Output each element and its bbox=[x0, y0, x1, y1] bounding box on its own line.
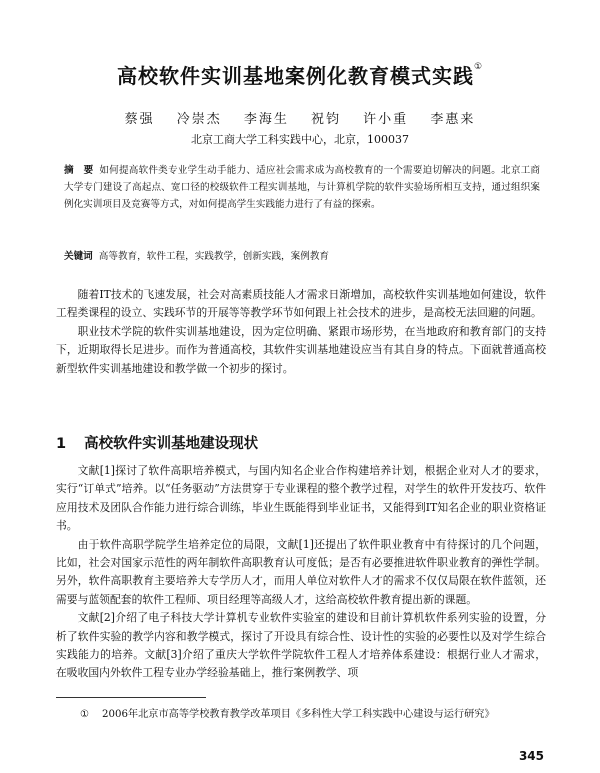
section-paragraph-1: 文献[1]探讨了软件高职培养模式，与国内知名企业合作构建培养计划，根据企业对人才的要求，实行“订单式”培养。以“任务驱动”方法贯穿于专业课程的整个教学过程，对学生的软件开发技巧、软件应用技术及团队合作能力进行综合训练，毕业生既能得到毕业证书，又能得到IT知名企业的职业资格证书。 bbox=[56, 464, 546, 533]
footnote-text: 2006年北京市高等学校教育教学改革项目《多科性大学工科实践中心建设与运行研究》 bbox=[102, 709, 495, 720]
section-title: 高校软件实训基地建设现状 bbox=[84, 436, 259, 452]
keywords bbox=[64, 249, 540, 265]
abstract-label: 摘 要 bbox=[64, 165, 94, 176]
page-number: 345 bbox=[518, 749, 544, 763]
title-text: 高校软件实训基地案例化教育模式实践 bbox=[116, 64, 474, 88]
section-heading bbox=[56, 432, 258, 453]
introduction bbox=[56, 286, 546, 378]
keywords-text: 高等教育，软件工程，实践教学，创新实践，案例教育 bbox=[98, 251, 330, 262]
section-paragraph-2: 由于软件高职学院学生培养定位的局限，文献[1]还提出了软件职业教育中有待探讨的几个问题，比如，社会对国家示范性的两年制软件高职教育认可度低；是否有必要推进软件职业教育的弹性学制。另外，软件高职教育主要培养大专学历人才，而用人单位对软件人才的需求不仅仅局限在软件蓝领，还需要与蓝领配套的软件工程师、项目经理等高级人才，这给高校软件教育提出新的课题。 bbox=[56, 537, 546, 606]
paper-title bbox=[0, 60, 600, 89]
abstract bbox=[64, 162, 540, 213]
footnote-mark: ① bbox=[80, 709, 90, 720]
keywords-label: 关键词 bbox=[64, 251, 93, 262]
section-number: 1 bbox=[56, 436, 67, 452]
title-footnote-mark: ① bbox=[473, 62, 484, 72]
footnote bbox=[56, 706, 546, 724]
author-list: 蔡强 冷崇杰 李海生 祝钧 许小重 李惠来 bbox=[124, 112, 476, 127]
abstract-text: 如何提高软件类专业学生动手能力、适应社会需求成为高校教育的一个需要迫切解决的问题。北京工商大学专门建设了高起点、宽口径的校级软件工程实训基地，与计算机学院的软件实验场所相互支持，通过组织案例化实训项目及竞赛等方式，对如何提高学生实践能力进行了有益的探索。 bbox=[64, 165, 541, 210]
intro-paragraph-2: 职业技术学院的软件实训基地建设，因为定位明确、紧跟市场形势，在当地政府和教育部门的支持下，近期取得长足进步。而作为普通高校，其软件实训基地建设应当有其自身的特点。下面就普通高校新型软件实训基地建设和教学做一个初步的探讨。 bbox=[56, 324, 546, 375]
affiliation: 北京工商大学工科实践中心，北京，100037 bbox=[191, 133, 409, 146]
footnote-divider bbox=[56, 697, 206, 698]
section-paragraph-3: 文献[2]介绍了电子科技大学计算机专业软件实验室的建设和目前计算机软件系列实验的设置，分析了软件实验的教学内容和教学模式，探讨了开设具有综合性、设计性的实验的必要性以及对学生综合实践能力的培养。文献[3]介绍了重庆大学软件学院软件工程人才培养体系建设：根据行业人才需求，在吸收国内外软件工程专业办学经验基础上，推行案例教学、项 bbox=[56, 611, 546, 680]
intro-paragraph-1: 随着IT技术的飞速发展，社会对高素质技能人才需求日渐增加，高校软件实训基地如何建设，软件工程类课程的设立、实践环节的开展等等教学环节如何跟上社会技术的进步，是高校无法回避的问题。 bbox=[56, 288, 546, 320]
section-body bbox=[56, 462, 546, 683]
